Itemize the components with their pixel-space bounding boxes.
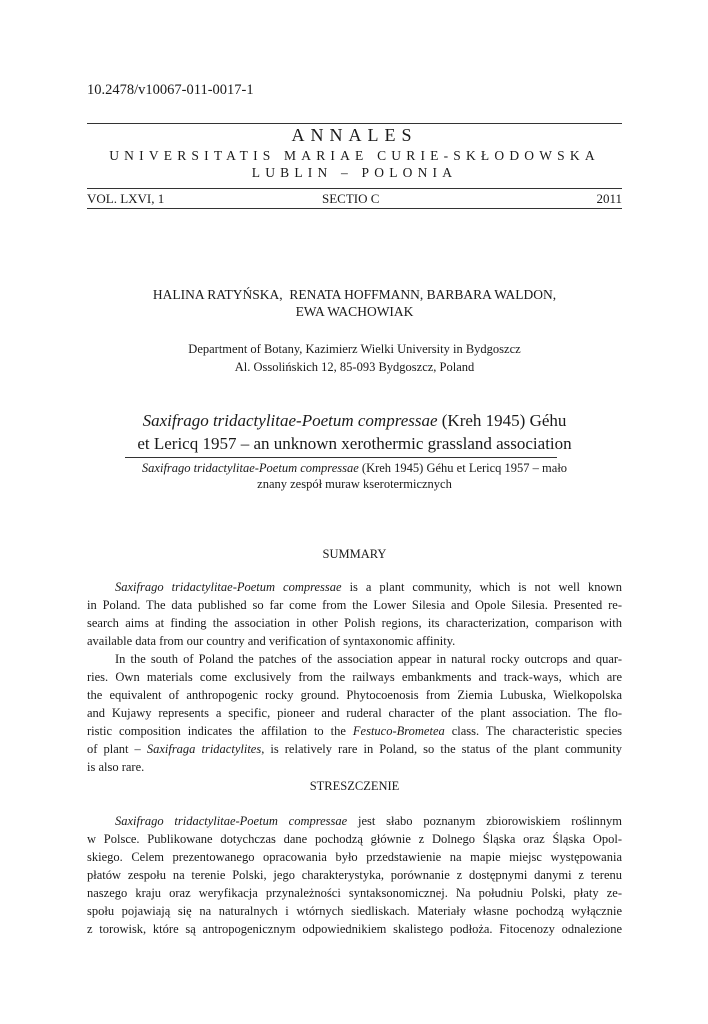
text-line: z torowisk, które są antropogenicznym odpowiednikiem skalistego podłoża. Fitocenozy odnalezione [87,922,622,936]
title-species: Saxifrago tridactylitae-Poetum compressae [142,411,438,430]
text-line: skiego. Celem prezentowanego opracowania było przedstawienie na mapie miejsc występowania [87,850,622,864]
article-title [87,409,622,455]
text-line: społu pojawiają się na naturalnych i wtórnych siedliskach. Materiały własne pochodzą wyłącznie [87,904,622,918]
affiliation [87,340,622,376]
title-line-1-rest: (Kreh 1945) Géhu [437,411,567,430]
subtitle-line-2: znany zespół muraw kserotermicznych [257,477,452,491]
text-line: ries. Own materials come exclusively from the railways embankments and track-ways, which are [87,670,622,684]
text-line: w Polsce. Publikowane dotychczas dane pochodzą głównie z Dolnego Śląska oraz Śląska Opol- [87,832,622,846]
text-span: , is relatively rare in Poland, so the status of the plant community [261,742,622,756]
summary-paragraph-1 [87,578,622,650]
journal-city: LUBLIN – POLONIA [251,165,458,180]
title-line-2: et Lericq 1957 – an unknown xerothermic grassland association [137,434,572,453]
text-span: is a plant community, which is not well known [341,580,622,594]
authors [87,286,622,320]
text-line: is also rare. [87,760,145,774]
summary-paragraph-2 [87,650,622,776]
header-bottom-rule [87,208,622,209]
header-top-rule [87,123,622,124]
summary-species: Saxifrago tridactylitae-Poetum compressae [115,580,342,594]
streszczenie-heading: STRESZCZENIE [309,779,400,793]
doi: 10.2478/v10067-011-0017-1 [87,82,254,98]
affiliation-line-1: Department of Botany, Kazimierz Wielki University in Bydgoszcz [188,342,521,356]
volume: VOL. LXVI, 1 [87,191,165,206]
header-middle-rule [87,188,622,189]
text-span: ristic composition indicates the affilation to the [87,724,353,738]
text-line: In the south of Poland the patches of the association appear in natural rocky outcrops and quar- [115,652,622,666]
text-span: jest słabo poznanym zbiorowiskiem roślinnym [347,814,622,828]
text-line: naszego kraju oraz weryfikacja przynależności syntaksonomicznej. Na południu Polski, płaty ze- [87,886,622,900]
title-underline [125,457,557,458]
affiliation-line-2: Al. Ossolińskich 12, 85-093 Bydgoszcz, Poland [234,360,475,374]
text-line: available data from our country and verification of syntaxonomic affinity. [87,634,456,648]
streszczenie-species: Saxifrago tridactylitae-Poetum compressae [115,814,348,828]
subtitle-line-1-rest: (Kreh 1945) Géhu et Lericq 1957 – mało [358,461,568,475]
journal-name: ANNALES [291,125,418,145]
authors-line-1: HALINA RATYŃSKA, RENATA HOFFMANN, BARBARA WALDON, [152,287,557,302]
text-span: of plant – [87,742,147,756]
subtitle-species: Saxifrago tridactylitae-Poetum compressae [141,461,359,475]
journal-university: UNIVERSITATIS MARIAE CURIE-SKŁODOWSKA [109,148,600,163]
text-line: the equivalent of anthropogenic rocky ground. Phytocoenosis from Ziemia Lubuska, Wielkopolska [87,688,622,702]
authors-line-2: EWA WACHOWIAK [295,304,414,319]
species-name: Saxifraga tridactylites [146,742,262,756]
summary-heading: SUMMARY [322,547,387,561]
text-span: class. The characteristic species [444,724,622,738]
class-name: Festuco-Brometea [352,724,445,738]
article-subtitle [87,460,622,492]
text-line: search aims at finding the association in other Polish regions, its characterization, comparison with [87,616,622,630]
text-line: and Kujawy represents a specific, pioneer and ruderal character of the plant association. The flo- [87,706,622,720]
text-line: płatów zespołu na terenie Polski, jego charakterystyka, porównanie z dostępnymi danymi z terenu [87,868,622,882]
year: 2011 [596,191,622,206]
text-line: in Poland. The data published so far come from the Lower Silesia and Opole Silesia. Presented re- [87,598,622,612]
streszczenie-paragraph-1 [87,812,622,938]
section: SECTIO C [322,191,380,206]
volume-row [87,191,622,209]
